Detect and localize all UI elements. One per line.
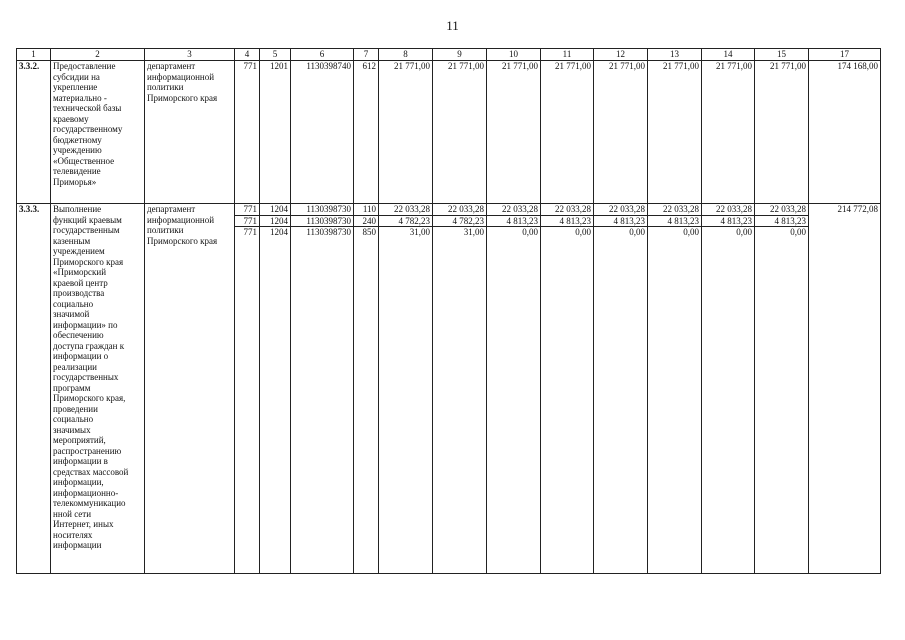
code-cell-c7: [354, 204, 379, 574]
column-number-cell: 17: [809, 49, 881, 61]
amount-value: 21 771,00: [394, 61, 430, 71]
year-amount-cell: [594, 61, 648, 204]
year-amount-cell: [648, 204, 702, 574]
budget-table: [16, 48, 881, 574]
measure-name: Выполнение функций краевым государственным казенным учреждением Приморского края «Приморский краевой центр производства социально значимой информации» по обеспечению доступа граждан к информации о реализации государственных программ Приморского края, проведении социально значимых мероприятий, распространению информации в средствах массовой информации, информационно- телекоммуникацио нной сети Интернет, иных носителях информации: [51, 204, 145, 574]
amount-value: 4 813,23: [541, 216, 593, 228]
amount-value: 31,00: [409, 227, 430, 237]
amount-value: 4 782,23: [379, 216, 432, 228]
column-number-cell: 2: [51, 49, 145, 61]
amount-value: 21 771,00: [609, 61, 645, 71]
amount-value: 0,00: [522, 227, 538, 237]
code-value: 771: [243, 227, 257, 237]
code-value: 850: [362, 227, 376, 237]
code-cell-c4: [235, 61, 260, 204]
amount-value: 21 771,00: [555, 61, 591, 71]
amount-value: 4 782,23: [433, 216, 486, 228]
column-number-cell: 1: [17, 49, 51, 61]
code-cell-c5: [260, 204, 291, 574]
year-amount-cell: [648, 61, 702, 204]
code-value: 771: [235, 204, 259, 216]
code-value: 1201: [270, 61, 288, 71]
code-cell-c5: [260, 61, 291, 204]
total-amount: 174 168,00: [809, 61, 881, 204]
column-number-cell: 10: [487, 49, 541, 61]
amount-value: 22 033,28: [487, 204, 540, 216]
amount-value: 31,00: [463, 227, 484, 237]
code-value: 1204: [270, 227, 288, 237]
year-amount-cell: [379, 61, 433, 204]
column-number-cell: 15: [755, 49, 809, 61]
year-amount-cell: [433, 61, 487, 204]
amount-value: 21 771,00: [663, 61, 699, 71]
code-value: 771: [235, 216, 259, 228]
year-amount-cell: [702, 204, 755, 574]
executor-name: департамент информационной политики Приморского края: [145, 61, 235, 204]
column-number-cell: 5: [260, 49, 291, 61]
code-value: 1130398730: [291, 216, 353, 228]
amount-value: 21 771,00: [716, 61, 752, 71]
code-value: 110: [354, 204, 378, 216]
year-amount-cell: [433, 204, 487, 574]
amount-value: 22 033,28: [379, 204, 432, 216]
year-amount-cell: [755, 61, 809, 204]
amount-value: 21 771,00: [448, 61, 484, 71]
column-number-cell: 9: [433, 49, 487, 61]
code-value: 1130398740: [306, 61, 351, 71]
column-number-cell: 4: [235, 49, 260, 61]
column-number-cell: 11: [541, 49, 594, 61]
amount-value: 22 033,28: [702, 204, 754, 216]
amount-value: 0,00: [790, 227, 806, 237]
amount-value: 4 813,23: [594, 216, 647, 228]
code-cell-c6: [291, 204, 354, 574]
code-cell-c4: [235, 204, 260, 574]
code-cell-c6: [291, 61, 354, 204]
row-number: 3.3.3.: [17, 204, 51, 574]
column-number-cell: 3: [145, 49, 235, 61]
column-number-cell: 12: [594, 49, 648, 61]
column-number-cell: 8: [379, 49, 433, 61]
code-value: 1204: [260, 204, 290, 216]
amount-value: 22 033,28: [648, 204, 701, 216]
amount-value: 22 033,28: [541, 204, 593, 216]
amount-value: 0,00: [575, 227, 591, 237]
amount-value: 4 813,23: [487, 216, 540, 228]
amount-value: 0,00: [683, 227, 699, 237]
amount-value: 4 813,23: [702, 216, 754, 228]
column-number-cell: 7: [354, 49, 379, 61]
amount-value: 22 033,28: [594, 204, 647, 216]
total-amount: 214 772,08: [809, 204, 881, 574]
row-number: 3.3.2.: [17, 61, 51, 204]
amount-value: 0,00: [736, 227, 752, 237]
year-amount-cell: [594, 204, 648, 574]
amount-value: 21 771,00: [502, 61, 538, 71]
executor-name: департамент информационной политики Приморского края: [145, 204, 235, 574]
year-amount-cell: [702, 61, 755, 204]
amount-value: 0,00: [629, 227, 645, 237]
table-row: [17, 204, 881, 574]
page-number: 11: [446, 18, 459, 33]
code-value: 240: [354, 216, 378, 228]
code-value: 771: [243, 61, 257, 71]
code-value: 612: [362, 61, 376, 71]
amount-value: 4 813,23: [755, 216, 808, 228]
amount-value: 4 813,23: [648, 216, 701, 228]
measure-name: Предоставление субсидии на укрепление материально - технической базы краевому государственному бюджетному учреждению «Общественное телевидение Приморья»: [51, 61, 145, 204]
code-value: 1204: [260, 216, 290, 228]
code-value: 1130398730: [306, 227, 351, 237]
year-amount-cell: [541, 61, 594, 204]
column-number-cell: 6: [291, 49, 354, 61]
column-number-cell: 14: [702, 49, 755, 61]
year-amount-cell: [379, 204, 433, 574]
year-amount-cell: [755, 204, 809, 574]
amount-value: 21 771,00: [770, 61, 806, 71]
column-number-row: [17, 49, 881, 61]
column-number-cell: 13: [648, 49, 702, 61]
year-amount-cell: [541, 204, 594, 574]
code-cell-c7: [354, 61, 379, 204]
amount-value: 22 033,28: [755, 204, 808, 216]
table-row: [17, 61, 881, 204]
year-amount-cell: [487, 204, 541, 574]
code-value: 1130398730: [291, 204, 353, 216]
amount-value: 22 033,28: [433, 204, 486, 216]
year-amount-cell: [487, 61, 541, 204]
